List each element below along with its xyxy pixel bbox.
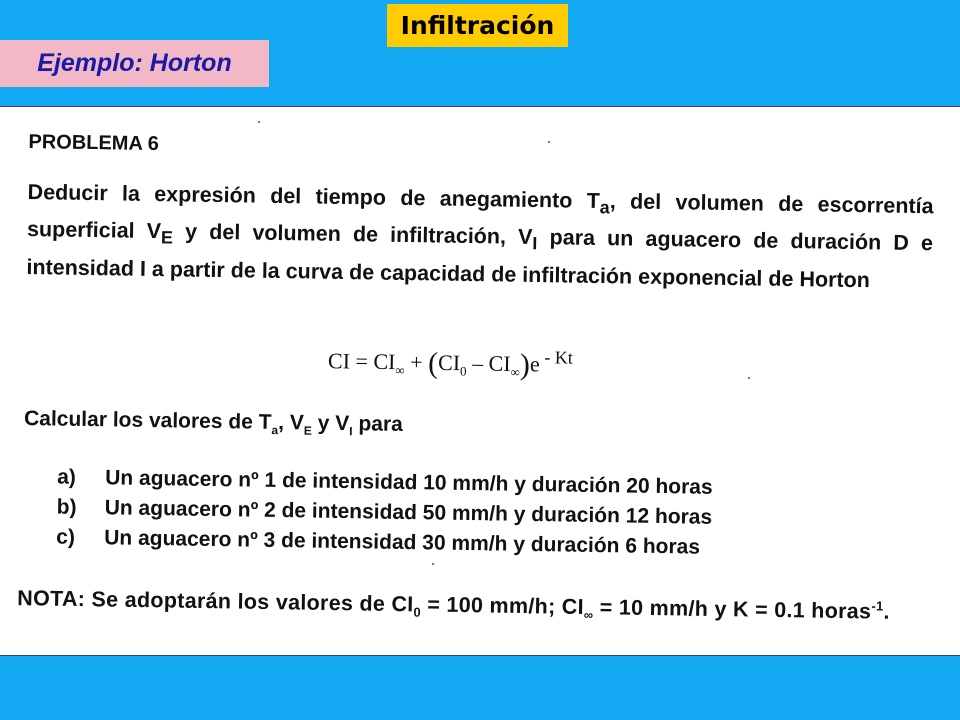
sheet-content [18,107,938,669]
list-item: b) Un aguacero nº 2 de intensidad 50 mm/h y duración 12 horas [56,495,713,529]
calculate-instruction: Calcular los valores de $T_a$, $V_E$ y $V_I$ para [23,406,403,439]
slide-subtitle: Ejemplo: Horton [0,40,269,87]
slide-title: Infiltración [387,4,568,47]
problem-heading: PROBLEMA 6 [28,131,159,156]
case-list [56,463,713,563]
problem-statement: Deducir la expresión del tiempo de anegamiento $T_a$, del volumen de escorrentía superficial $V_E$ y del volumen de infiltración, $V_I$ para un aguacero de duración D e intensidad I a partir de la curva de capacidad de infiltración exponencial de Horton [26,180,934,292]
list-item: c) Un aguacero nº 3 de intensidad 30 mm/h y duración 6 horas [56,525,701,559]
horton-formula: CI = $CI_\infty + (CI_0 - CI_\infty)e$ $^{- Kt}$ [327,346,573,382]
scanned-problem-sheet [0,106,960,656]
list-item: a) Un aguacero nº 1 de intensidad 10 mm/h y duración 20 horas [57,465,713,499]
note: NOTA: Se adoptarán los valores de $CI_0 = 100$ mm/h; $CI_\infty = 10$ mm/h y K = 0.1 horas$^{-1}$. [17,586,890,624]
